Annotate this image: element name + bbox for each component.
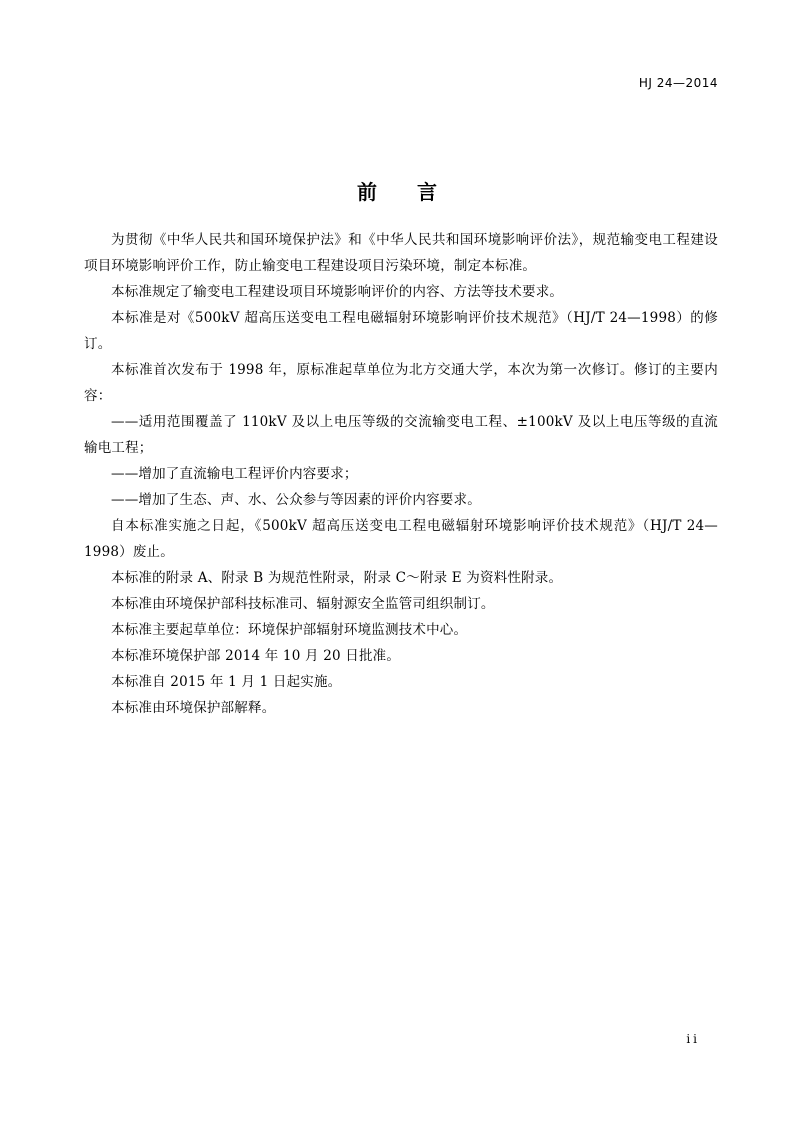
- document-code-header: HJ 24—2014: [638, 76, 718, 90]
- page-title: 前言: [357, 180, 477, 204]
- page-number: ii: [686, 1032, 700, 1046]
- paragraph: 本标准是对《500kV 超高压送变电工程电磁辐射环境影响评价技术规范》（HJ/T 24—1998）的修订。: [84, 310, 718, 352]
- paragraph: 本标准由环境保护部科技标准司、辐射源安全监管司组织制订。: [111, 596, 495, 612]
- list-item: ——适用范围覆盖了 110kV 及以上电压等级的交流输变电工程、±100kV 及以上电压等级的直流输电工程；: [84, 414, 718, 456]
- list-item: ——增加了直流输电工程评价内容要求；: [111, 466, 358, 482]
- preface-body: [84, 227, 718, 721]
- paragraph: 本标准自 2015 年 1 月 1 日起实施。: [111, 674, 342, 690]
- paragraph: 自本标准实施之日起，《500kV 超高压送变电工程电磁辐射环境影响评价技术规范》（HJ/T 24—1998）废止。: [84, 518, 718, 560]
- paragraph: 本标准的附录 A、附录 B 为规范性附录，附录 C～附录 E 为资料性附录。: [111, 570, 563, 586]
- paragraph: 本标准规定了输变电工程建设项目环境影响评价的内容、方法等技术要求。: [111, 284, 564, 300]
- paragraph: 本标准环境保护部 2014 年 10 月 20 日批准。: [111, 648, 401, 664]
- paragraph: 本标准由环境保护部解释。: [111, 700, 276, 716]
- paragraph: 本标准首次发布于 1998 年，原标准起草单位为北方交通大学，本次为第一次修订。修订的主要内容：: [84, 362, 718, 404]
- paragraph: 为贯彻《中华人民共和国环境保护法》和《中华人民共和国环境影响评价法》，规范输变电工程建设项目环境影响评价工作，防止输变电工程建设项目污染环境，制定本标准。: [84, 232, 718, 274]
- list-item: ——增加了生态、声、水、公众参与等因素的评价内容要求。: [111, 492, 481, 508]
- paragraph: 本标准主要起草单位：环境保护部辐射环境监测技术中心。: [111, 622, 468, 638]
